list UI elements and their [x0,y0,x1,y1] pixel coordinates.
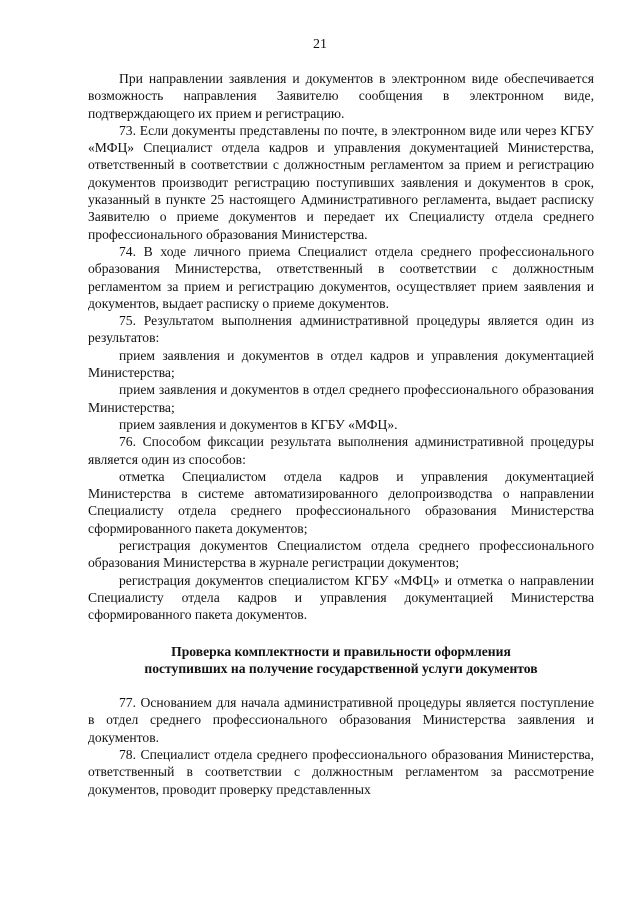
paragraph: регистрация документов Специалистом отдела среднего профессионального образования Министерства в журнале регистрации документов; [88,538,594,571]
paragraph: 76. Способом фиксации результата выполнения административной процедуры является один из способов: [88,434,594,467]
page-number: 21 [313,37,327,52]
paragraph: отметка Специалистом отдела кадров и управления документацией Министерства в системе автоматизированного делопроизводства о направлении Специалисту отдела среднего профессионального образования Министерства сформированного пакета документов; [88,468,594,536]
paragraph: прием заявления и документов в отдел среднего профессионального образования Министерства; [88,382,594,415]
paragraph: При направлении заявления и документов в электронном виде обеспечивается возможность направления Заявителю сообщения в электронном виде, подтверждающего их прием и регистрацию. [88,71,594,121]
section-heading-line: поступивших на получение государственной услуги документов [144,660,538,676]
paragraph: 75. Результатом выполнения административной процедуры является один из результатов: [88,313,594,346]
paragraph: прием заявления и документов в КГБУ «МФЦ». [119,416,398,432]
paragraph: 74. В ходе личного приема Специалист отдела среднего профессионального образования Министерства, ответственный в соответствии с должностным регламентом за прием и регистрацию документов, осуществляет прием заявления и документов, выдает расписку о приеме документов. [88,243,594,311]
paragraph: регистрация документов специалистом КГБУ «МФЦ» и отметка о направлении Специалисту отдела кадров и управления документацией Министерства сформированного пакета документов. [88,572,594,623]
paragraph: 78. Специалист отдела среднего профессионального образования Министерства, ответственный в соответствии с должностным регламентом за рассмотрение документов, проводит проверку представленных [88,746,594,797]
section-heading-line: Проверка комплектности и правильности оформления [171,643,511,659]
document-body [88,70,594,798]
paragraph: 73. Если документы представлены по почте, в электронном виде или через КГБУ «МФЦ» Специалист отдела кадров и управления документацией Министерства, ответственный в соответствии с должностным регламентом за прием и регистрацию документов производит регистрацию поступивших заявления и документов в срок, указанный в пункте 25 настоящего Административного регламента, выдает расписку Заявителю о приеме документов и передает их Специалисту отдела среднего профессионального образования Министерства. [88,122,594,242]
section-heading [88,643,594,678]
paragraph: 77. Основанием для начала административной процедуры является поступление в отдел среднего профессионального образования Министерства заявления и документов. [88,695,594,745]
paragraph: прием заявления и документов в отдел кадров и управления документацией Министерства; [88,347,594,381]
